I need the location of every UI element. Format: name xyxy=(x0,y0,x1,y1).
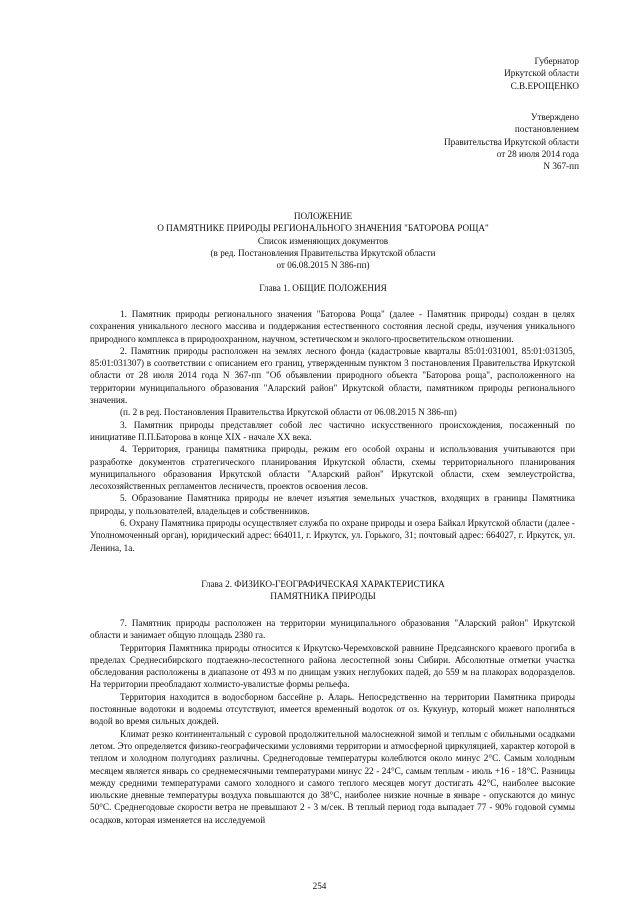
approval-block xyxy=(444,111,579,172)
title-line: О ПАМЯТНИКЕ ПРИРОДЫ РЕГИОНАЛЬНОГО ЗНАЧЕНИЯ "БАТОРОВА РОЩА" xyxy=(157,223,489,234)
approval-line: постановлением xyxy=(514,124,579,135)
title-line: ПОЛОЖЕНИЕ xyxy=(293,211,353,221)
paragraph: 4. Территория, границы памятника природы, режим его особой охраны и использования учитываются при разработке документов стратегического планирования Иркутской области, схемы территориального планирования муниципального образования Иркутской области "Аларский район" Иркутской области, схем землеустройства, лесохозяйственных регламентов лесничеств, проектов освоения лесов. xyxy=(90,444,575,492)
paragraph: 6. Охрану Памятника природы осуществляет служба по охране природы и озера Байкал Иркутской области (далее - Уполномоченный орган), юридический адрес: 664011, г. Иркутск, ул. Горького, 31; почтовый адрес: 664027, г. Иркутск, ул. Ленина, 1а. xyxy=(90,518,575,553)
approver-block xyxy=(504,55,579,92)
document-title xyxy=(60,210,586,271)
title-line: от 06.08.2015 N 386-пп) xyxy=(276,260,370,271)
chapter1-body xyxy=(90,308,575,554)
paragraph: Территория находится в водосборном бассейне р. Аларь. Непосредственно на территории Памятника природы постоянные водотоки и водоемы отсутствуют, имеется временный водоток от оз. Кукунур, который может наполняться водой во время сильных дождей. xyxy=(90,691,575,727)
page-number: 254 xyxy=(312,881,327,891)
paragraph: 1. Памятник природы регионального значения "Баторова Роща" (далее - Памятник природы) создан в целях сохранения уникального лесного массива и поддержания естественного состояния лесной среды, изучения уникального природного комплекса в природоохранном, научном, эстетическом и эколого-просветительском отношении. xyxy=(90,309,575,344)
approval-line: от 28 июля 2014 года xyxy=(496,148,579,159)
approver-line: С.В.ЕРОЩЕНКО xyxy=(510,80,579,91)
approval-line: Правительства Иркутской области xyxy=(444,136,579,147)
paragraph: (п. 2 в ред. Постановления Правительства Иркутской области от 06.08.2015 N 386-пп) xyxy=(120,407,457,418)
paragraph: 5. Образование Памятника природы не влечет изъятия земельных участков, входящих в границы Памятника природы, у пользователей, владельцев и собственников. xyxy=(90,493,575,516)
approval-line: Утверждено xyxy=(530,112,579,122)
paragraph: Климат резко континентальный с суровой продолжительной малоснежной зимой и теплым с обильными осадками летом. Это определяется физико-географическими условиями территории и атмосферной циркуляцией, характер которой в теплом и холодном полугодиях различны. Среднегодовые температуры колеблются около минус 2°С. Самым холодным месяцем является январь со среднемесячными температурами минус 22 - 24°С, самым теплым - июль +16 - 18°С. Разницы между средними температурами самого холодного и самого теплого месяцев могут достигать 42°С, наиболее высокие июльские дневные температуры воздуха повышаются до 38°С, наиболее низкие ночные в январе - опускаются до минус 50°С. Среднегодовые скорости ветра не превышают 2 - 3 м/сек. В теплый период года выпадает 77 - 90% годовой суммы осадков, которая изменяется на исследуемой xyxy=(90,728,575,825)
approval-line: N 367-пп xyxy=(543,161,579,172)
title-line: (в ред. Постановления Правительства Иркутской области xyxy=(210,247,436,258)
chapter2-body xyxy=(90,617,575,826)
paragraph: 2. Памятник природы расположен на землях лесного фонда (кадастровые кварталы 85:01:031001, 85:01:031305, 85:01:031307) в соответствии с описанием его границ, утвержденным пунктом 3 постановления Правительства Иркутской области от 28 июля 2014 года N 367-пп "Об объявлении природного объекта "Баторова роща", расположенного на территории муниципального образования "Аларский район" Иркутской области, памятником природы регионального значения. xyxy=(90,345,575,406)
approver-line: Губернатор xyxy=(534,56,579,66)
paragraph: 7. Памятник природы расположен на территории муниципального образования "Аларский район" Иркутской области и занимает общую площадь 2380 га. xyxy=(90,618,575,641)
paragraph: 3. Памятник природы представляет собой лес частично искусственного происхождения, посаженный по инициативе П.П.Баторова в конце XIX - начале XX века. xyxy=(90,419,575,442)
chapter2-heading-line: ПАМЯТНИКА ПРИРОДЫ xyxy=(270,591,376,602)
chapter2-heading xyxy=(60,578,586,603)
chapter2-heading-line: Глава 2. ФИЗИКО-ГЕОГРАФИЧЕСКАЯ ХАРАКТЕРИСТИКА xyxy=(201,579,445,589)
paragraph: Территория Памятника природы относится к Иркутско-Черемховской равнине Предсаянского краевого прогиба в пределах Среднесибирского подтаежно-лесостепного района лесостепной зоны Сибири. Абсолютные отметки участка обследования расположены в диапазоне от 493 м по днищам узких неглубоких падей, до 559 м на плакорах водоразделов. На территории преобладают холмисто-увалистые формы рельефа. xyxy=(90,642,575,690)
title-line: Список изменяющих документов xyxy=(257,235,389,246)
approver-line: Иркутской области xyxy=(504,68,579,79)
chapter1-heading: Глава 1. ОБЩИЕ ПОЛОЖЕНИЯ xyxy=(259,283,387,293)
